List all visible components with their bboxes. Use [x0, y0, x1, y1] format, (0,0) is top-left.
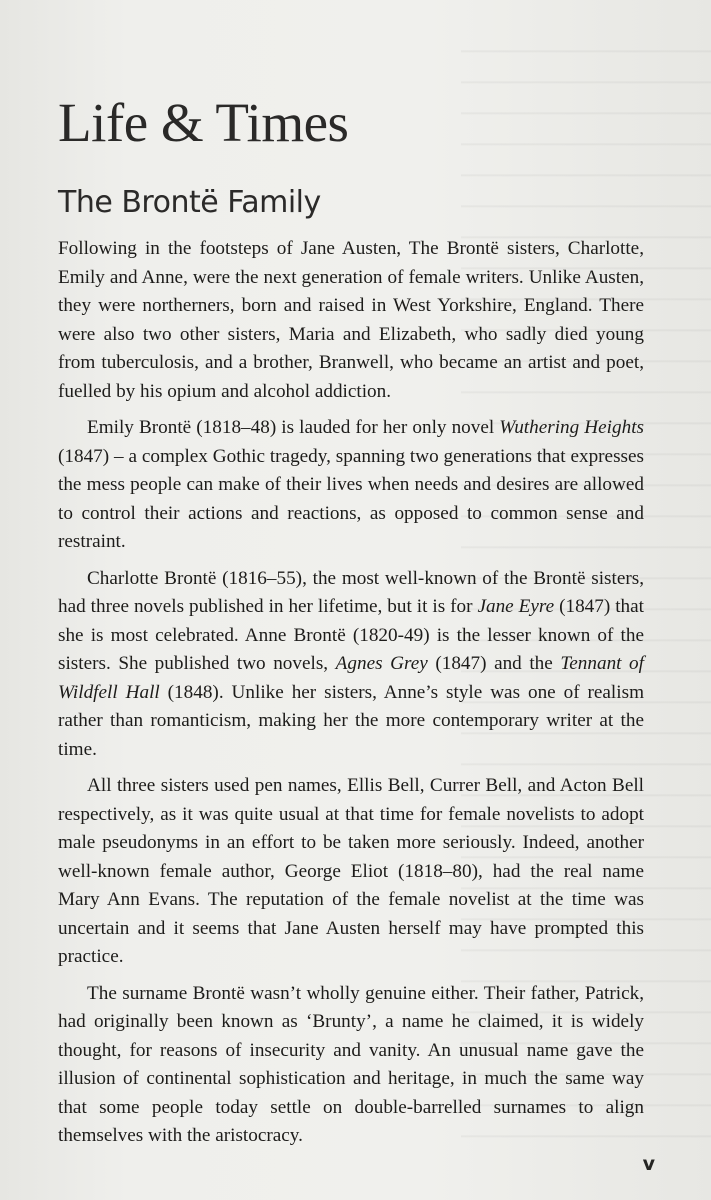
page-content: [58, 92, 644, 1151]
paragraph-5: [58, 980, 644, 1151]
paragraph-2-text-end: (1847) – a complex Gothic tragedy, spanning two generations that expresses the mess people can make of their lives when needs and desires are allowed to control their actions and reactions, as opposed to common sense and restraint.: [58, 445, 644, 552]
agnes-grey-title: Agnes Grey: [335, 653, 428, 674]
paragraph-1-text: Following in the footsteps of Jane Austen, The Brontë sisters, Charlotte, Emily and Anne, were the next generation of female writers. Unlike Austen, they were northerners, born and raised in West Yorkshire, England. There were also two other sisters, Maria and Elizabeth, who sadly died young from tuberculosis, and a brother, Branwell, who became an artist and poet, fuelled by his opium and alcohol addiction.: [58, 238, 644, 402]
section-title: Life & Times: [58, 92, 349, 153]
jane-eyre-title: Jane Eyre: [477, 596, 555, 617]
section-subtitle: The Brontë Family: [58, 185, 321, 220]
paragraph-5-text: The surname Brontë wasn’t wholly genuine either. Their father, Patrick, had originally been known as ‘Brunty’, a name he claimed, it is widely thought, for reasons of insecurity and vanity. An unusual name gave the illusion of continental sophistication and heritage, in much the same way that some people today settle on double-barrelled surnames to align themselves with the aristocracy.: [58, 982, 644, 1146]
paragraph-2-text-start: Emily Brontë (1818–48) is lauded for her only novel: [87, 417, 500, 438]
paragraph-1: [58, 235, 644, 406]
paragraph-3-text-2: (1847) that she is most celebrated. Anne Brontë (1820-49) is the lesser known of the sisters. She published two novels,: [58, 596, 644, 674]
paragraph-2: [58, 414, 644, 557]
paragraph-3-text-3: (1847) and the: [427, 653, 561, 674]
tennant-of-wildfell-hall-title: Tennant of Wildfell Hall: [58, 653, 644, 703]
paragraph-4-text: All three sisters used pen names, Ellis Bell, Currer Bell, and Acton Bell respectively, as it was quite usual at that time for female novelists to adopt male pseudonyms in an effort to be taken more seriously. Indeed, another well-known female author, George Eliot (1818–80), had the real name Mary Ann Evans. The reputation of the female novelist at the time was uncertain and it seems that Jane Austen herself may have prompted this practice.: [58, 775, 644, 967]
wuthering-heights-title: Wuthering Heights: [499, 417, 644, 438]
article-body: [58, 235, 644, 1151]
page-number: v: [642, 1153, 655, 1175]
paragraph-3: [58, 565, 644, 765]
paragraph-4: [58, 772, 644, 972]
paragraph-3-text-4: (1848). Unlike her sisters, Anne’s style was one of realism rather than romanticism, making her the more contemporary writer at the time.: [58, 681, 644, 760]
paragraph-3-text-1: Charlotte Brontë (1816–55), the most well-known of the Brontë sisters, had three novels published in her lifetime, but it is for: [58, 567, 644, 617]
